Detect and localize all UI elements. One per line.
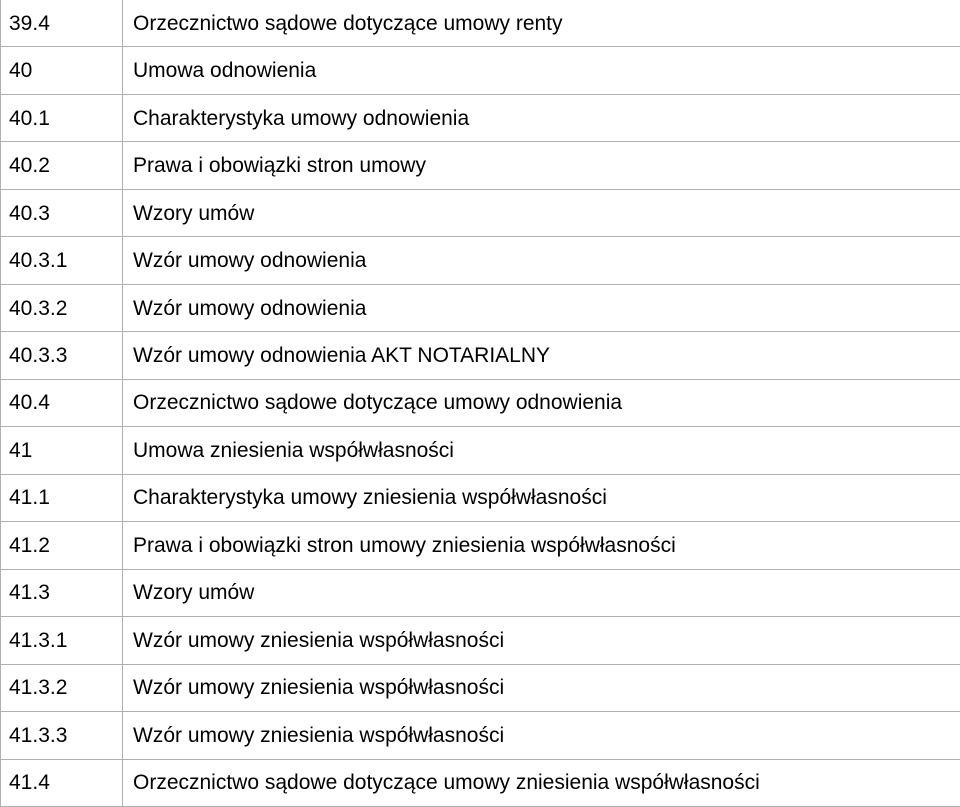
section-number: 41.1 [1,474,123,521]
table-row [1,379,960,426]
table-row [1,522,960,569]
section-number: 41.4 [1,759,123,807]
toc-body [1,0,960,807]
section-title: Wzór umowy zniesienia współwłasności [123,617,960,664]
section-title: Prawa i obowiązki stron umowy zniesienia współwłasności [123,522,960,569]
table-row [1,617,960,664]
section-number: 40.3.2 [1,284,123,331]
table-row [1,664,960,711]
section-title: Orzecznictwo sądowe dotyczące umowy odnowienia [123,379,960,426]
section-title: Wzory umów [123,569,960,616]
table-row [1,569,960,616]
section-title: Umowa odnowienia [123,47,960,94]
section-title: Orzecznictwo sądowe dotyczące umowy renty [123,0,960,47]
section-number: 41.3 [1,569,123,616]
section-number: 40.3.3 [1,332,123,379]
section-number: 40.3.1 [1,237,123,284]
section-number: 41.3.2 [1,664,123,711]
section-number: 41.2 [1,522,123,569]
table-row [1,237,960,284]
table-row [1,427,960,474]
section-number: 40.3 [1,189,123,236]
table-row [1,712,960,759]
section-title: Charakterystyka umowy odnowienia [123,94,960,141]
section-title: Wzór umowy odnowienia [123,284,960,331]
table-row [1,474,960,521]
section-number: 40 [1,47,123,94]
section-title: Prawa i obowiązki stron umowy [123,142,960,189]
section-title: Orzecznictwo sądowe dotyczące umowy zniesienia współwłasności [123,759,960,807]
table-row [1,142,960,189]
section-number: 40.1 [1,94,123,141]
section-title: Wzór umowy zniesienia współwłasności [123,664,960,711]
table-row [1,47,960,94]
section-title: Wzór umowy zniesienia współwłasności [123,712,960,759]
section-number: 41.3.1 [1,617,123,664]
section-title: Charakterystyka umowy zniesienia współwłasności [123,474,960,521]
section-number: 41 [1,427,123,474]
table-row [1,759,960,807]
section-number: 41.3.3 [1,712,123,759]
section-title: Umowa zniesienia współwłasności [123,427,960,474]
table-row [1,94,960,141]
section-number: 40.4 [1,379,123,426]
table-row [1,0,960,47]
section-title: Wzory umów [123,189,960,236]
section-title: Wzór umowy odnowienia [123,237,960,284]
table-row [1,284,960,331]
table-row [1,189,960,236]
section-title: Wzór umowy odnowienia AKT NOTARIALNY [123,332,960,379]
section-number: 40.2 [1,142,123,189]
section-number: 39.4 [1,0,123,47]
table-row [1,332,960,379]
